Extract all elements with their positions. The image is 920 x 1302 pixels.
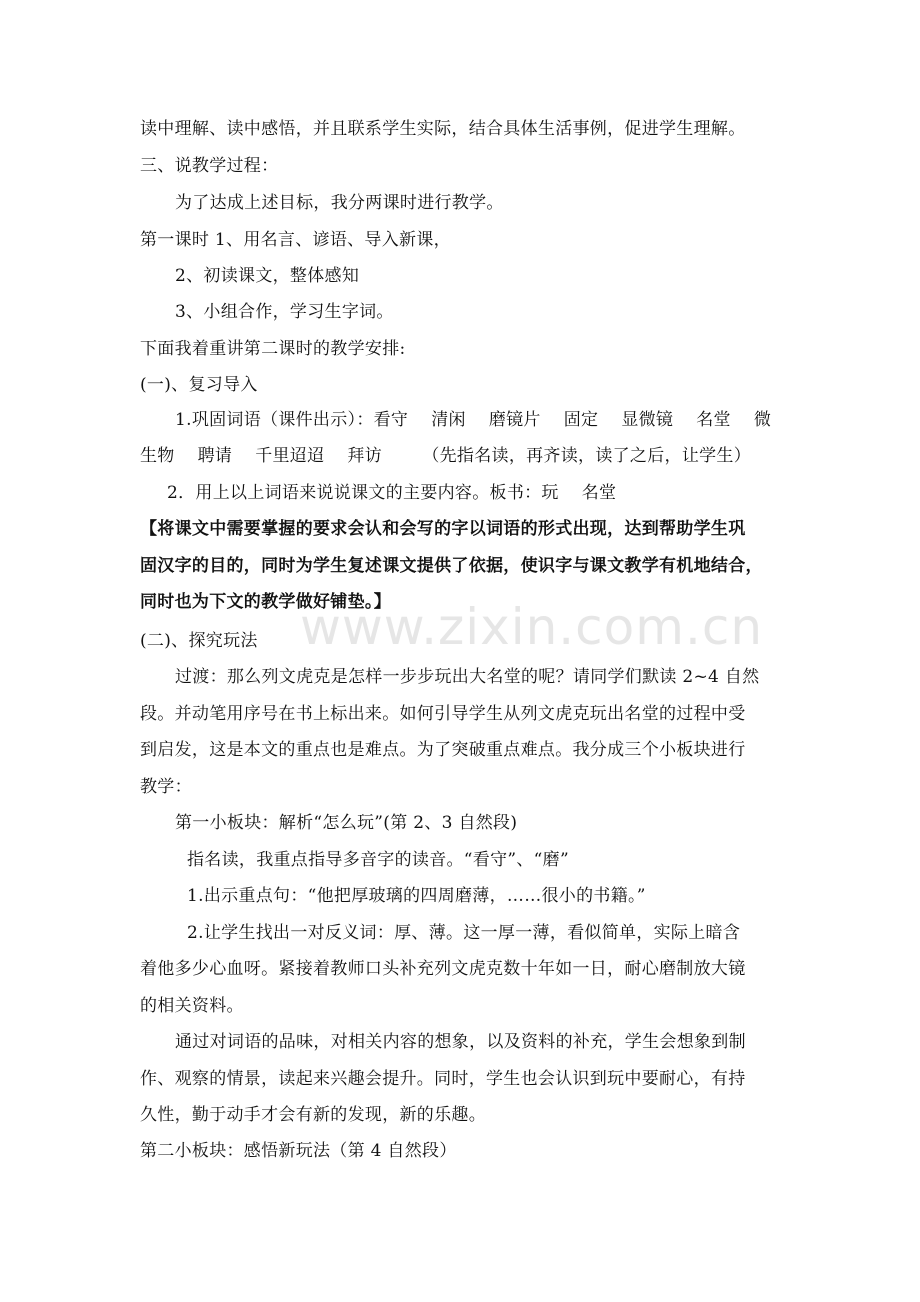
text-line: 第一课时 1、用名言、谚语、导入新课， (140, 230, 451, 250)
text-line: 2．用上以上词语来说说课文的主要内容。板书：玩 名堂 (167, 483, 617, 503)
text-line: 着他多少心血呀。紧接着教师口头补充列文虎克数十年如一日，耐心磨制放大镜 (140, 959, 746, 979)
text-line: 到启发，这是本文的重点也是难点。为了突破重点难点。我分成三个小板块进行 (140, 740, 746, 760)
text-line: 3、小组合作，学习生字词。 (175, 302, 394, 322)
text-line: 指名读，我重点指导多音字的读音。“看守”、“磨” (187, 850, 569, 870)
text-line: 读中理解、读中感悟，并且联系学生实际，结合具体生活事例，促进学生理解。 (140, 119, 746, 139)
text-line: 为了达成上述目标，我分两课时进行教学。 (175, 193, 504, 213)
text-line: 教学： (140, 777, 192, 797)
note-line: 固汉字的目的，同时为学生复述课文提供了依据，使识字与课文教学有机地结合， (140, 556, 763, 576)
subsection-heading: 第二小板块：感悟新玩法（第 4 自然段） (140, 1141, 457, 1161)
text-line: 1.出示重点句：“他把厚玻璃的四周磨薄，……很小的书籍。” (187, 886, 646, 906)
section-heading: 三、说教学过程： (140, 156, 279, 176)
text-line: 久性，勤于动手才会有新的发现，新的乐趣。 (140, 1105, 486, 1125)
text-line: 的相关资料。 (140, 996, 244, 1016)
text-line: 作、观察的情景，读起来兴趣会提升。同时，学生也会认识到玩中要耐心，有持 (140, 1069, 746, 1089)
subsection-heading: 第一小板块：解析“怎么玩”(第 2、3 自然段) (175, 813, 518, 833)
section-heading: (一)、复习导入 (140, 375, 258, 395)
text-line: 2、初读课文，整体感知 (175, 266, 360, 286)
text-line: 段。并动笔用序号在书上标出来。如何引导学生从列文虎克玩出名堂的过程中受 (140, 704, 746, 724)
note-line: 【将课文中需要掌握的要求会认和会写的字以词语的形式出现，达到帮助学生巩 (140, 519, 746, 539)
text-line: 生物 聘请 千里迢迢 拜访 （先指名读，再齐读，读了之后，让学生） (140, 446, 752, 466)
text-line: 2.让学生找出一对反义词：厚、薄。这一厚一薄，看似简单，实际上暗含 (187, 923, 741, 943)
note-line: 同时也为下文的教学做好铺垫。】 (140, 592, 391, 612)
text-line: 过渡：那么列文虎克是怎样一步步玩出大名堂的呢？请同学们默读 2~4 自然 (175, 667, 760, 687)
text-line: 下面我着重讲第二课时的教学安排: (140, 339, 406, 359)
text-line: 通过对词语的品味，对相关内容的想象，以及资料的补充，学生会想象到制 (175, 1032, 746, 1052)
watermark: www.zixin.com.cn (300, 598, 764, 656)
section-heading: (二)、探究玩法 (140, 631, 258, 651)
text-line: 1.巩固词语（课件出示）：看守 清闲 磨镜片 固定 显微镜 名堂 微 (175, 410, 772, 430)
